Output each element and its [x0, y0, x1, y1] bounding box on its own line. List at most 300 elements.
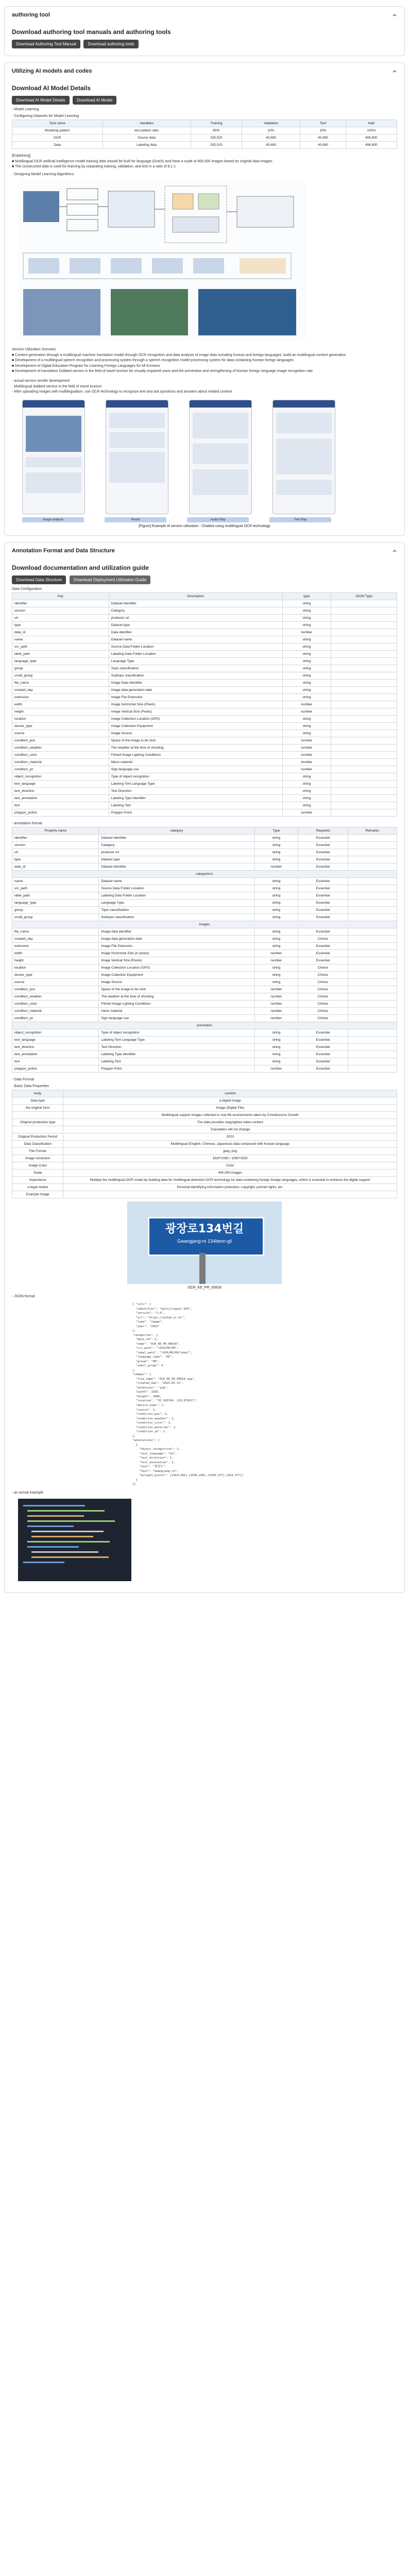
service-line: ■ Development of a multilingual speech recognition and processing system through a speech recognition model processing system for data containing Korean foreign languages [12, 359, 294, 363]
table-row [12, 849, 397, 856]
table-cell: Labeling data [103, 142, 191, 149]
table-cell: Language Type [109, 658, 282, 665]
table-cell: source [12, 730, 109, 737]
column-header: total [346, 120, 397, 127]
table-cell: condition_material [12, 1008, 99, 1015]
column-header: Description [109, 593, 282, 600]
table-cell: Image Vertical Size (Pixels) [99, 957, 254, 964]
table-cell [331, 809, 397, 817]
table-cell: string [254, 1051, 298, 1058]
table-cell: string [254, 943, 298, 950]
table-cell [348, 1001, 397, 1008]
json-format-label: - JSON format [12, 1295, 35, 1299]
table-cell: type [12, 622, 109, 629]
table-row [12, 1133, 397, 1141]
authoring-header-title: authoring tool [12, 12, 50, 18]
table-row [12, 730, 397, 737]
table-cell: identifier [12, 600, 109, 607]
table-cell [331, 737, 397, 744]
column-header: Required [298, 827, 348, 835]
table-cell: Essential [298, 878, 348, 885]
table-row [12, 1065, 397, 1073]
models-header-title: Utilizing AI models and codes [12, 68, 92, 74]
actual-line-2: - After uploading images with multilingualism, use OCR technology to recognize text and ask questions and answers about related content [12, 389, 232, 394]
table-row [12, 643, 397, 651]
explaining-label: [Explaining] [12, 154, 31, 158]
table-cell [331, 744, 397, 752]
table-cell [331, 615, 397, 622]
table-cell [331, 672, 397, 680]
table-row [12, 759, 397, 766]
table-cell: string [254, 878, 298, 885]
column-header: body [12, 1090, 63, 1097]
table-cell [348, 972, 397, 979]
table-cell: name [12, 636, 109, 643]
table-cell: Essential [298, 907, 348, 914]
table-cell: Essential [298, 928, 348, 936]
actual-line-1: · Multilingual dubbed service in the field of travel tourism [12, 384, 102, 388]
table-cell: Labeling Text [109, 802, 282, 809]
column-header: Training [191, 120, 242, 127]
table-row [12, 1097, 397, 1105]
table-cell: number [282, 809, 331, 817]
table-cell: Choice [298, 1001, 348, 1008]
table-cell [348, 1029, 397, 1037]
table-cell: Original production type [12, 1119, 63, 1126]
table-cell: number [282, 744, 331, 752]
phone-screenshot [22, 400, 85, 514]
table-cell: string [254, 964, 298, 972]
table-cell [331, 795, 397, 802]
table-cell: Image Color [12, 1162, 63, 1170]
table-cell [348, 885, 397, 892]
table-cell: string [282, 802, 331, 809]
table-cell: Dataset type [99, 856, 254, 863]
table-cell: type [12, 856, 99, 863]
table-cell: extension [12, 943, 99, 950]
table-cell [348, 842, 397, 849]
table-cell: Source Data Folder Location [109, 643, 282, 651]
table-cell: 80% [191, 127, 242, 134]
table-cell: Multiply the multilingual OCR model by building data for multilingual detection OCR technology for data containing foreign foreign languages, which is essential to enhance the digital support [63, 1177, 397, 1184]
chevron-up-icon[interactable] [392, 548, 397, 553]
table-cell: Essential [298, 1058, 348, 1065]
download-model-button[interactable]: Download AI Model [73, 96, 116, 105]
download-structure-button[interactable]: Download Data Structure [12, 575, 66, 584]
table-row [12, 863, 397, 871]
table-row [12, 986, 397, 993]
table-row [12, 1008, 397, 1015]
table-cell: Labeling Text Language Type [109, 781, 282, 788]
table-cell: Topic classification [109, 665, 282, 672]
table-row [12, 752, 397, 759]
table-cell [12, 1126, 63, 1133]
dataset-config-label: · Configuring Datasets for Model Learning [12, 114, 79, 118]
table-cell: Source data [103, 134, 191, 142]
result-button[interactable]: Result [105, 517, 166, 522]
table-cell: string [254, 1029, 298, 1037]
table-cell: 400,000 images [63, 1170, 397, 1177]
table-cell: condition_color [12, 752, 109, 759]
table-row [12, 694, 397, 701]
code-screenshot [18, 1499, 131, 1581]
table-cell: Essential [298, 885, 348, 892]
table-cell [331, 607, 397, 615]
table-cell: Image Data Identifier [109, 680, 282, 687]
table-cell: string [282, 636, 331, 643]
image-analysis-button[interactable]: Image analysis [22, 517, 84, 522]
table-cell: string [254, 900, 298, 907]
table-cell: string [282, 680, 331, 687]
sign-korean-text: 광장로134번길 [165, 1223, 244, 1236]
column-header: content [63, 1090, 397, 1097]
table-cell: string [282, 643, 331, 651]
column-header: Key [12, 593, 109, 600]
table-cell: file_name [12, 680, 109, 687]
table-cell: number [254, 993, 298, 1001]
table-cell: string [282, 672, 331, 680]
table-cell: src_path [12, 643, 109, 651]
table-cell [331, 680, 397, 687]
authoring-panel [4, 6, 405, 56]
table-row [12, 636, 397, 643]
group-row [12, 871, 397, 878]
table-cell: condition_pos [12, 986, 99, 993]
table-cell: string [282, 658, 331, 665]
download-guide-button[interactable]: Download Deployment Utilization Guide [70, 575, 150, 584]
table-cell: number [282, 752, 331, 759]
table-cell: Choice [298, 979, 348, 986]
table-cell: The weather at the time of shooting [109, 744, 282, 752]
table-cell [331, 766, 397, 773]
table-cell: Essential [298, 849, 348, 856]
table-cell: number [254, 986, 298, 993]
table-cell: Essential [298, 1051, 348, 1058]
table-cell [348, 986, 397, 993]
table-cell: 325,520 [191, 142, 242, 149]
table-cell: Image Collection Location (GPS) [99, 964, 254, 972]
table-cell: The weather at the time of shooting [99, 993, 254, 1001]
table-cell: Labeling Data Folder Location [109, 651, 282, 658]
table-cell: Data [12, 142, 103, 149]
table-cell [331, 622, 397, 629]
text-play-button[interactable]: Text Play [269, 517, 331, 522]
download-tools-button[interactable]: Download authoring tools [83, 40, 138, 48]
service-line: ■ Content generation through a multilingual machine translation model through OCR recognition and data analysis of image data including Korean and foreign languages: build an multilingual content generation [12, 353, 346, 358]
table-cell: number [254, 957, 298, 964]
table-cell [331, 687, 397, 694]
table-cell: text_direction [12, 788, 109, 795]
table-cell: 2023 [63, 1133, 397, 1141]
table-cell [348, 1044, 397, 1051]
column-header: Test [300, 120, 346, 127]
phone-button-row [22, 517, 397, 522]
table-cell [63, 1191, 397, 1198]
annotation-format-table [12, 827, 397, 1073]
table-cell: data_id [12, 629, 109, 636]
table-cell: data_id [12, 863, 99, 871]
table-row [12, 788, 397, 795]
group-row [12, 921, 397, 928]
download-model-details-button[interactable]: Download AI Model Details [12, 96, 70, 105]
table-row [12, 708, 397, 716]
authoring-title: Download authoring tool manuals and authoring tools [12, 28, 171, 36]
table-cell: condition_weather [12, 993, 99, 1001]
table-cell [348, 979, 397, 986]
authoring-header[interactable] [5, 7, 404, 23]
table-cell: Text Direction [109, 788, 282, 795]
table-cell: object_recognition [12, 773, 109, 781]
table-cell: Color [63, 1162, 397, 1170]
table-row [12, 1162, 397, 1170]
table-cell: number [254, 1008, 298, 1015]
figure-caption: [Figure] Example of service utilization - Chatbot using multilingual OCR technology [139, 524, 270, 529]
table-cell: Data Classification [12, 1141, 63, 1148]
table-row [12, 809, 397, 817]
table-cell: Type of object recognition [109, 773, 282, 781]
table-cell: Sign language use [109, 766, 282, 773]
service-line: ■ Development of Digital Education Program for Learning Foreign Languages for All Koreans [12, 364, 160, 368]
table-cell: Image Source [99, 979, 254, 986]
table-cell: group [12, 665, 109, 672]
column-header: Remarks [348, 827, 397, 835]
table-row [12, 943, 397, 950]
table-cell: Type of object recognition [99, 1029, 254, 1037]
table-row [12, 835, 397, 842]
group-label: categories1 [12, 871, 397, 878]
table-cell: Language Type [99, 900, 254, 907]
table-cell: url [12, 849, 99, 856]
annotation-header-title: Annotation Format and Data Structure [12, 548, 115, 554]
table-row [12, 1037, 397, 1044]
table-cell: Subtopic classification [109, 672, 282, 680]
table-cell: string [254, 892, 298, 900]
table-cell: Source Data Folder Location [99, 885, 254, 892]
table-cell: OCR [12, 134, 103, 142]
table-cell: Space of the image to be shot [99, 986, 254, 993]
chevron-up-icon[interactable] [392, 12, 397, 18]
basic-properties-label: · Basic Data Properties [12, 1084, 49, 1089]
table-cell: created_day [12, 687, 109, 694]
table-cell: string [254, 979, 298, 986]
table-cell [348, 936, 397, 943]
table-cell: Labeling Type Identifier [109, 795, 282, 802]
column-header: Type [254, 827, 298, 835]
service-line: ■ Development of translation Dubbed service in the field of travel tourism for visually impaired users and the prevention and strengthening of Korean foreign language image recognition rate [12, 369, 313, 373]
table-row [12, 723, 397, 730]
algorithm-label: - Designing Model Learning Algorithms [12, 173, 74, 177]
table-cell [331, 708, 397, 716]
table-cell [348, 1065, 397, 1073]
table-row [12, 701, 397, 708]
table-cell: Essential [298, 957, 348, 964]
table-cell: extension [12, 694, 109, 701]
table-cell: string [254, 907, 298, 914]
table-cell: Essential [298, 1065, 348, 1073]
table-cell: Essential [298, 914, 348, 921]
table-cell: height [12, 957, 99, 964]
table-cell: File Format [12, 1148, 63, 1155]
table-cell: string [254, 936, 298, 943]
data-format-label: - Data Format [12, 1078, 35, 1082]
table-cell [331, 636, 397, 643]
table-cell [331, 716, 397, 723]
table-row [12, 993, 397, 1001]
basic-properties-table [12, 1090, 397, 1198]
table-cell: string [282, 694, 331, 701]
group-row [12, 1022, 397, 1029]
annotation-header[interactable] [5, 543, 404, 559]
table-cell: language_type [12, 658, 109, 665]
table-cell: string [254, 914, 298, 921]
table-cell: string [282, 665, 331, 672]
table-row [12, 1184, 397, 1191]
table-row [12, 900, 397, 907]
table-cell [348, 1058, 397, 1065]
table-cell: Essential [298, 900, 348, 907]
table-row [12, 1029, 397, 1037]
table-cell: Image File Extension [99, 943, 254, 950]
table-cell: Space of the image to be shot [109, 737, 282, 744]
table-cell: Essential [298, 1044, 348, 1051]
table-row [12, 142, 397, 149]
table-row [12, 878, 397, 885]
table-cell [331, 694, 397, 701]
data-config-table [12, 592, 397, 817]
table-cell: Choice [298, 972, 348, 979]
table-cell: 1920*1080 / 1080*1920 [63, 1155, 397, 1162]
table-cell: location [12, 964, 99, 972]
table-cell [331, 773, 397, 781]
table-cell: Image data identifier [99, 928, 254, 936]
table-cell [348, 928, 397, 936]
table-row [12, 127, 397, 134]
table-cell: Image Collection Equipment [109, 723, 282, 730]
table-cell: Image data generation date [99, 936, 254, 943]
table-row [12, 651, 397, 658]
table-cell: The data provides copyrighted video content [63, 1119, 397, 1126]
table-cell: text pattern ratio [103, 127, 191, 134]
table-cell: Dataset Identifier [99, 835, 254, 842]
column-header: Task name [12, 120, 103, 127]
table-row [12, 1177, 397, 1184]
table-cell: number [254, 950, 298, 957]
table-cell: string [254, 1037, 298, 1044]
table-cell: producer url [109, 615, 282, 622]
table-cell [348, 907, 397, 914]
actual-service-label: - actual service sender development [12, 379, 70, 383]
table-cell: Labeling Text [99, 1058, 254, 1065]
table-row [12, 622, 397, 629]
table-row [12, 885, 397, 892]
column-header: JSON Type [331, 593, 397, 600]
table-cell: condition_color [12, 1001, 99, 1008]
table-row [12, 607, 397, 615]
table-cell [331, 781, 397, 788]
table-cell: number [254, 863, 298, 871]
table-cell: version [12, 607, 109, 615]
table-cell: Menu material [109, 759, 282, 766]
table-cell: 40,690 [242, 134, 300, 142]
table-cell: jpeg, png [63, 1148, 397, 1155]
table-cell: language_type [12, 900, 99, 907]
table-row [12, 737, 397, 744]
table-cell [331, 788, 397, 795]
download-manual-button[interactable]: Download Authoring Tool Manual [12, 40, 80, 48]
table-cell: string [282, 716, 331, 723]
table-cell: 100% [346, 127, 397, 134]
table-cell: text_annotation [12, 1051, 99, 1058]
table-cell: string [254, 1044, 298, 1051]
table-row [12, 615, 397, 622]
column-header: category [99, 827, 254, 835]
table-cell: Essential [298, 863, 348, 871]
table-cell: string [282, 781, 331, 788]
table-cell: Scale [12, 1170, 63, 1177]
table-cell [348, 1037, 397, 1044]
table-row [12, 766, 397, 773]
table-row [12, 665, 397, 672]
table-cell [348, 914, 397, 921]
table-row [12, 928, 397, 936]
table-cell [348, 993, 397, 1001]
audio-play-button[interactable]: Audio Play [187, 517, 249, 522]
table-cell [331, 759, 397, 766]
table-cell [348, 957, 397, 964]
table-row [12, 979, 397, 986]
table-cell: Choice [298, 936, 348, 943]
table-cell: the original form [12, 1105, 63, 1112]
table-cell: Image (Digital File) [63, 1105, 397, 1112]
table-row [12, 1112, 397, 1119]
table-cell: number [254, 1065, 298, 1073]
example-image [127, 1201, 282, 1284]
table-cell: string [282, 615, 331, 622]
table-cell: Essential [298, 842, 348, 849]
models-header[interactable] [5, 63, 404, 79]
table-cell: menu material [99, 1008, 254, 1015]
table-cell: width [12, 701, 109, 708]
table-cell: height [12, 708, 109, 716]
chevron-up-icon[interactable] [392, 69, 397, 74]
table-cell: Dataset type [109, 622, 282, 629]
table-cell: Category [99, 842, 254, 849]
table-cell: width [12, 950, 99, 957]
table-cell: Essential [298, 856, 348, 863]
table-cell: Image Horizontal Size (in pixels) [99, 950, 254, 957]
table-cell: Multilingual (English, Chinese, Japanese) data composed with Korean language [63, 1141, 397, 1148]
phone-screenshot [189, 400, 252, 514]
table-cell: a legal review [12, 1184, 63, 1191]
table-cell: small_group [12, 914, 99, 921]
table-cell: Labeling Text Language Type [99, 1037, 254, 1044]
table-cell: Essential [298, 835, 348, 842]
table-cell: Filmed Image Lighting Conditions [109, 752, 282, 759]
table-cell: Dataset name [109, 636, 282, 643]
table-cell: Topic classification [99, 907, 254, 914]
table-cell: Text Direction [99, 1044, 254, 1051]
table-row [12, 1058, 397, 1065]
annotation-panel [4, 542, 405, 1593]
table-cell [331, 723, 397, 730]
table-cell: Choice [298, 964, 348, 972]
table-row [12, 1148, 397, 1155]
table-row [12, 687, 397, 694]
json-sample: { "info": { "identifier": "multilingual OCR", "version": "1.0", "url": "https://aihub.or.kr", "type": "image", "year": "2023" }, "categories": { "data_id": 2, "name": "OCR_KE_PR_00818", "src_path": "/OCR/KE/PR", "label_path": "/OCR/KE/PR/label", "language_type": "KE", "group": "PR", "small_group": 4 }, "images": { "file_name": "OCR_KE_PR_00818.jpg", "created_day": "2023.05.31", "extension": "jpg", "width": 1920, "height": 1080, "location": "35.165764, 129.071617", "device_type": 1, "source": 1, "condition_pos": 2, "condition_weather": 1, "condition_color": 1, "condition_material": 1, "condition_yn": 1 }, "annotations": [ { "object_recognition": 1, "text_language": "ko", "text_direction": 1, "text_annotation": 1, "text": "광장로", "Text": "Gwangjang-ro", "polygon_points": [[814,296],[1036,296],[1036,377],[814,377]] } ]} [132, 1303, 244, 1486]
table-row [12, 1001, 397, 1008]
table-cell: created_day [12, 936, 99, 943]
table-row [12, 134, 397, 142]
